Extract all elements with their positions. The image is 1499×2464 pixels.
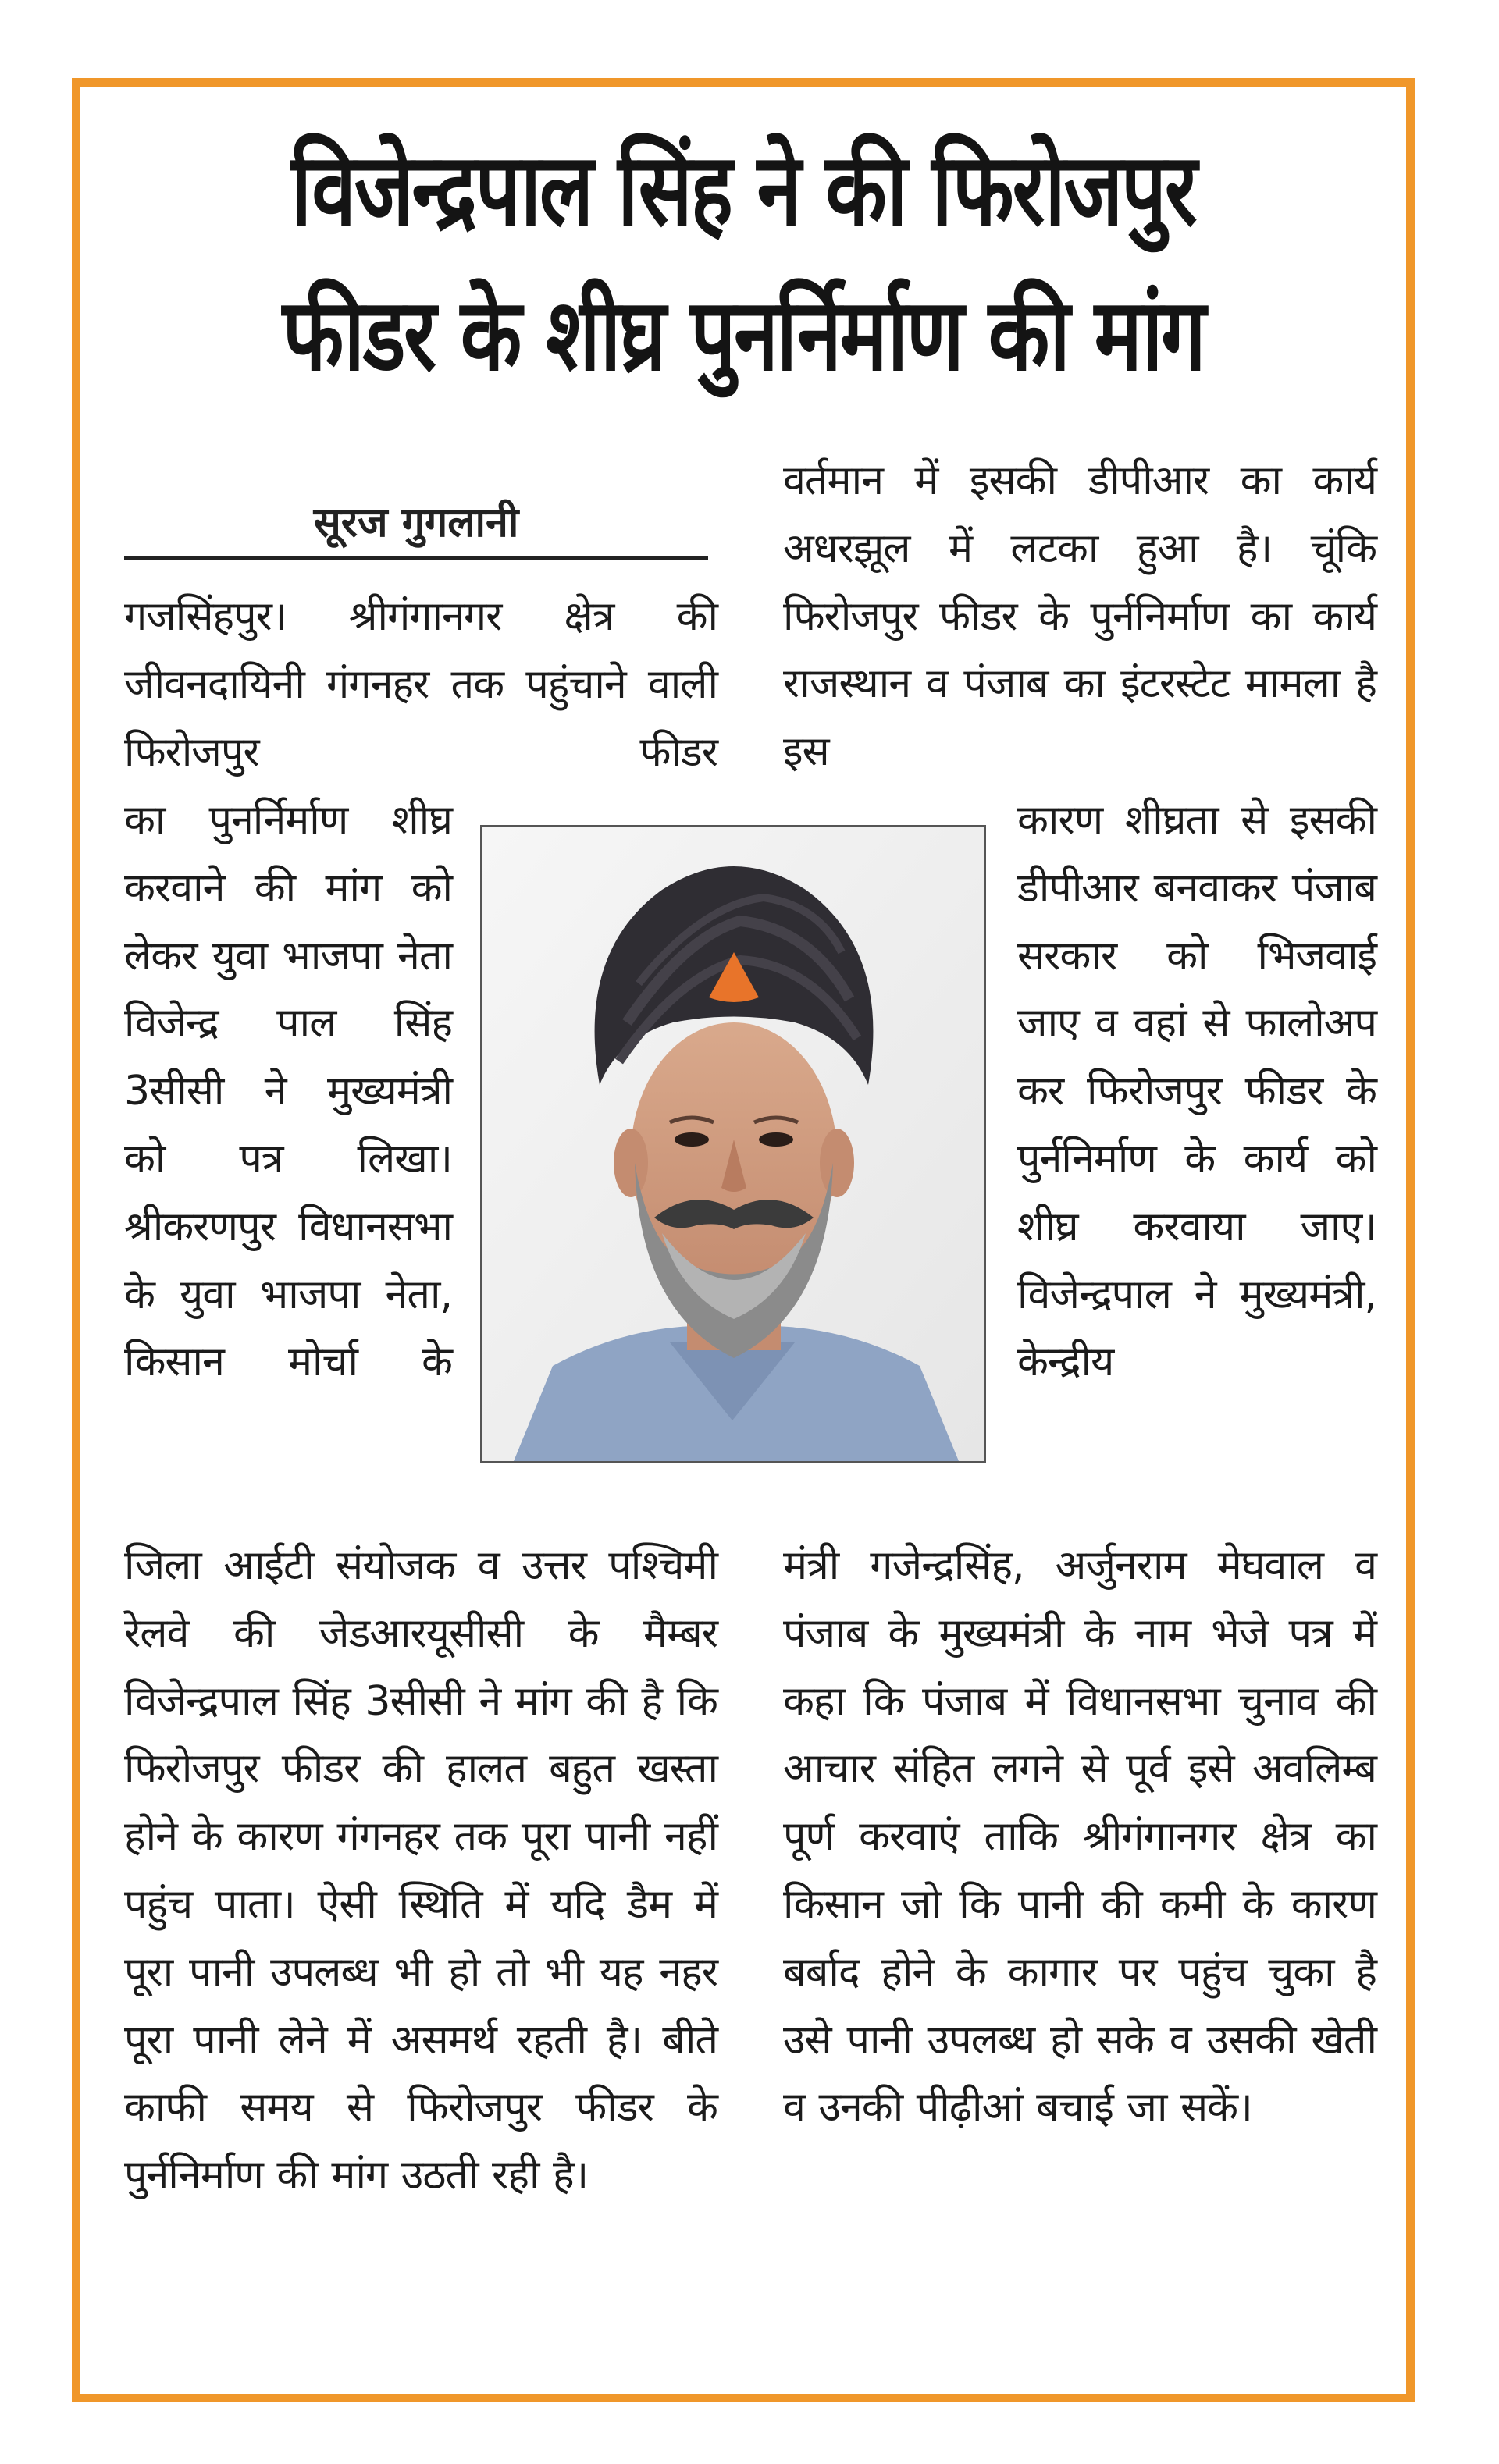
article-paragraph-col2-wrap: कारण शीघ्रता से इसकी डीपीआर बनवाकर पंजाब सरकार को भिजवाई जाए व वहां से फालोअप कर फिरोजपुर फीडर के पुर्ननिर्माण के कार्य को शीघ्र करवाया जाए। विजेन्द्रपाल ने मुख्यमंत्री, केन्द्रीय bbox=[1017, 797, 1376, 1386]
headline-line-1: विजेन्द्रपाल सिंह ने की फिरोजपुर bbox=[290, 132, 1196, 248]
headline-line-2: फीडर के शीघ्र पुनर्निर्माण की मांग bbox=[282, 277, 1205, 393]
article-paragraph-col2-bottom: मंत्री गजेन्द्रसिंह, अर्जुनराम मेघवाल व पंजाब के मुख्यमंत्री के नाम भेजे पत्र में कहा कि पंजाब में विधानसभा चुनाव की आचार संहित लगने से पूर्व इसे अवलिम्ब पूर्ण करवाएं ताकि श्रीगंगानगर क्षेत्र का किसान जो कि पानी की कमी के कारण बर्बाद होने के कागार पर पहुंच चुका है उसे पानी उपलब्ध हो सके व उसकी खेती व उनकी पीढ़ीआं बचाई जा सकें। bbox=[783, 1542, 1376, 2132]
article-paragraph-col2-top: वर्तमान में इसकी डीपीआर का कार्य अधरझूल में लटका हुआ है। चूंकि फिरोजपुर फीडर के पुर्ननिर्माण का कार्य राजस्थान व पंजाब का इंटरस्टेट मामला है इस bbox=[783, 457, 1376, 776]
article-paragraph-col1-top: गजसिंहपुर। श्रीगंगानगर क्षेत्र की जीवनदायिनी गंगनहर तक पहुंचाने वाली फिरोजपुर फीडर bbox=[124, 593, 717, 776]
article-frame bbox=[72, 78, 1415, 2402]
portrait-photo bbox=[480, 825, 986, 1463]
headline bbox=[213, 118, 1273, 408]
article-paragraph-col1-bottom: जिला आईटी संयोजक व उत्तर पश्चिमी रेलवे की जेडआरयूसीसी के मैम्बर विजेन्द्रपाल सिंह 3सीसी ने मांग की है कि फिरोजपुर फीडर की हालत बहुत खस्ता होने के कारण गंगनहर तक पूरा पानी नहीं पहुंच पाता। ऐसी स्थिति में यदि डैम में पूरा पानी उपलब्ध भी हो तो भी यह नहर पूरा पानी लेने में असमर्थ रहती है। बीते काफी समय से फिरोजपुर फीडर के पुर्ननिर्माण की मांग उठती रही है। bbox=[124, 1542, 717, 2199]
byline: सूरज गुगलानी bbox=[124, 492, 708, 560]
portrait-illustration bbox=[482, 827, 984, 1461]
article-paragraph-col1-wrap: का पुनर्निर्माण शीघ्र करवाने की मांग को लेकर युवा भाजपा नेता विजेन्द्र पाल सिंह 3सीसी ने मुख्यमंत्री को पत्र लिखा।श्रीकरणपुर विधानसभा के युवा भाजपा नेता, किसान मोर्चा के bbox=[124, 797, 452, 1386]
